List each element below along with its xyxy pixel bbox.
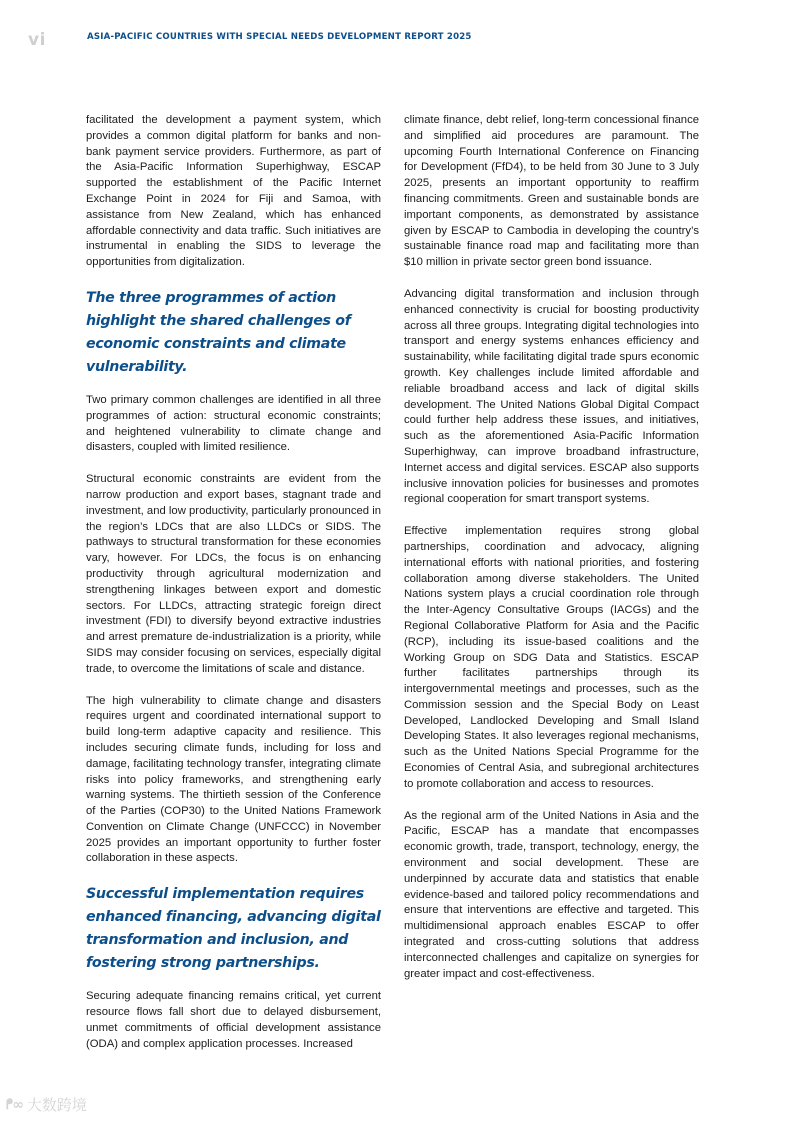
page-number: vi	[28, 30, 46, 50]
left-column	[86, 113, 381, 1068]
watermark-logo-icon: ᖰ∞	[6, 1096, 23, 1113]
paragraph: Two primary common challenges are identified in all three programmes of action: structural economic constraints; and heightened vulnerability to climate change and disasters, coupled with limited resilience.	[86, 393, 381, 454]
paragraph: The high vulnerability to climate change and disasters requires urgent and coordinated international support to build long-term adaptive capacity and resilience. This includes securing climate funds, including for loss and damage, facilitating technology transfer, integrating climate risks into policy frameworks, and strengthening early warning systems. The thirtieth session of the Conference of the Parties (COP30) to the United Nations Framework Convention on Climate Change (UNFCCC) in November 2025 provides an important opportunity to further foster collaboration in these aspects.	[86, 694, 381, 865]
watermark-text: 大数跨境	[26, 1096, 87, 1114]
right-column	[404, 113, 699, 998]
running-header: ASIA-PACIFIC COUNTRIES WITH SPECIAL NEEDS DEVELOPMENT REPORT 2025	[87, 32, 472, 42]
section-heading: Successful implementation requires enhanced financing, advancing digital transformation and inclusion, and fostering strong partnerships.	[86, 886, 381, 972]
paragraph: facilitated the development a payment system, which provides a common digital platform for banks and non-bank payment service providers. Furthermore, as part of the Asia-Pacific Information Superhighway, ESCAP supported the establishment of the Pacific Internet Exchange Point in 2024 for Fiji and Samoa, with assistance from New Zealand, which has enhanced affordable connectivity and data traffic. Such initiatives are instrumental in enabling the SIDS to leverage the opportunities from digitalization.	[86, 114, 381, 269]
watermark	[6, 1094, 87, 1115]
paragraph: Advancing digital transformation and inclusion through enhanced connectivity is crucial for boosting productivity across all three groups. Integrating digital technologies into transport and energy systems enhances efficiency and sustainability, while facilitating digital trade spurs economic growth. Key challenges include limited affordable and reliable broadband access and lack of digital skills development. The United Nations Global Digital Compact could further help address these issues, and initiatives, such as the aforementioned Asia-Pacific Information Superhighway, can improve broadband infrastructure, Internet access and digital services. ESCAP also supports inclusive innovation policies for businesses and promotes regional cooperation for smart transport systems.	[404, 287, 699, 506]
paragraph: Effective implementation requires strong global partnerships, coordination and advocacy, aligning international efforts with national priorities, and fostering collaboration among diverse stakeholders. The United Nations system plays a crucial coordination role through the Inter-Agency Consultative Groups (IACGs) and the Regional Collaborative Platform for Asia and the Pacific (RCP), including its issue-based coalitions and the Working Group on SDG Data and Statistics. ESCAP further facilitates partnerships through its intergovernmental meetings and processes, such as the Commission session and the Special Body on Least Developed, Landlocked Developing and Small Island Developing States. It also leverages regional mechanisms, such as the United Nations Special Programme for the Economies of Central Asia, and subregional architectures to promote collaboration and access to resources.	[404, 525, 699, 790]
paragraph: As the regional arm of the United Nations in Asia and the Pacific, ESCAP has a mandate that encompasses economic growth, trade, transport, technology, energy, the environment and social development. These are underpinned by accurate data and statistics that enable evidence-based and tailored policy recommendations and ensure that interventions are effective and targeted. This multidimensional approach enables ESCAP to offer integrated and cross-cutting solutions that address interconnected challenges and capitalize on synergies for greater impact and cost-effectiveness.	[404, 809, 699, 980]
paragraph: climate finance, debt relief, long-term concessional finance and simplified aid procedures are paramount. The upcoming Fourth International Conference on Financing for Development (FfD4), to be held from 30 June to 3 July 2025, presents an important opportunity to reaffirm financing commitments. Green and sustainable bonds are important components, as demonstrated by assistance given by ESCAP to Cambodia in developing the country’s sustainable finance road map and facilitating more than $10 million in private sector green bond issuance.	[404, 114, 699, 269]
section-heading: The three programmes of action highlight the shared challenges of economic constraints and climate vulnerability.	[86, 289, 351, 375]
paragraph: Securing adequate financing remains critical, yet current resource flows fall short due to delayed disbursement, unmet commitments of official development assistance (ODA) and complex application processes. Increased	[86, 990, 381, 1050]
paragraph: Structural economic constraints are evident from the narrow production and export bases, stagnant trade and investment, and low productivity, particularly pronounced in the region’s LDCs that are also LLDCs or SIDS. The pathways to structural transformation for these economies vary, however. For LDCs, the focus is on enhancing productivity through agricultural modernization and strengthening linkages between export and domestic sectors. For LLDCs, attracting strategic foreign direct investment (FDI) to diversify beyond extractive industries and arrest premature de-industrialization is a priority, while SIDS may consider focusing on services, especially digital trade, to overcome the limitations of scale and distance.	[86, 473, 381, 675]
